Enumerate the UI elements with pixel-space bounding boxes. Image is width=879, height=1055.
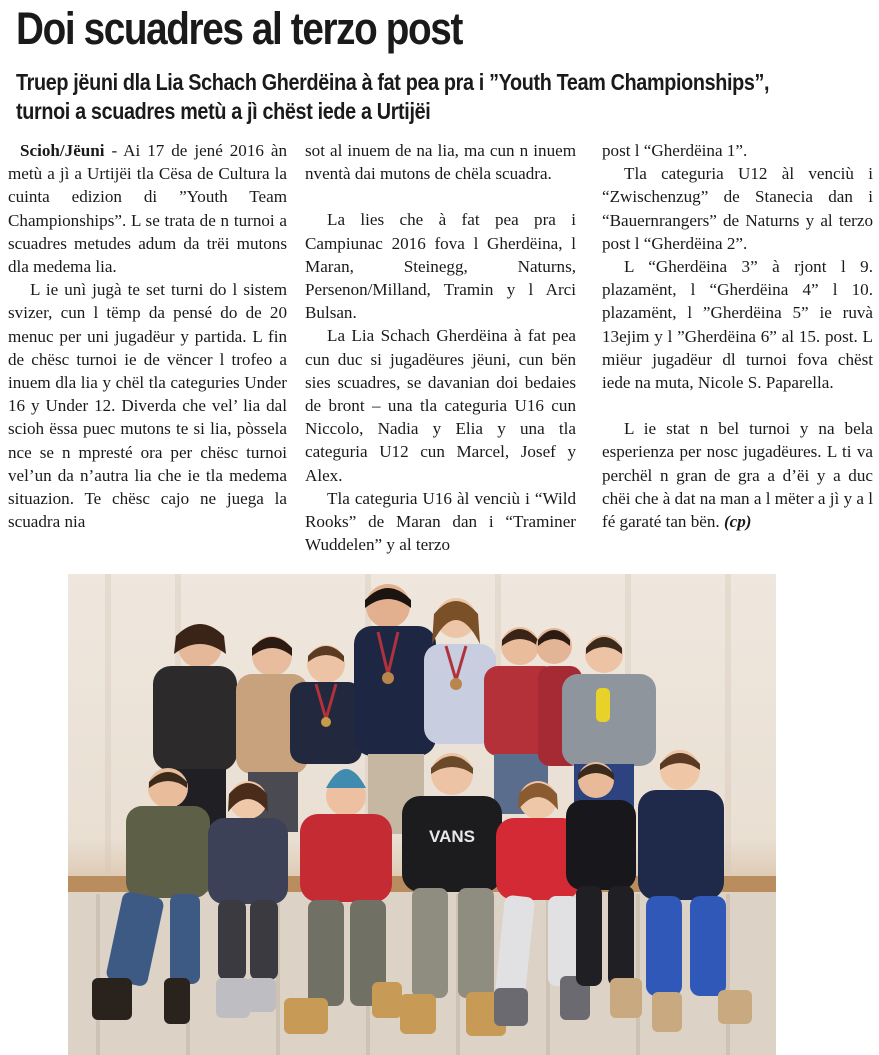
paragraph: La Lia Schach Gherdëina à fat pea cun duc si jugadëures jëuni, cun bën sies scuadres, se davanian doi bedaies de bront – una tla categuria U16 cun Niccolo, Nadia y Elia y una tla categuria U12 cun Marcel, Josef y Alex. — [305, 326, 576, 485]
paragraph: La lies che à fat pea pra i Campiunac 2016 fova l Gherdëina, l Maran, Steinegg, Naturns, Persenon/Milland, Tramin y l Arci Bulsan. — [305, 210, 576, 323]
subheadline-line: Truep jëuni dla Lia Schach Gherdëina à fat pea pra i ”Youth Team Championships”, — [16, 69, 770, 95]
child-figure — [290, 645, 362, 764]
paragraph — [602, 417, 873, 533]
subheadline-line: turnoi a scuadres metù a jì chëst iede a Urtijëi — [16, 98, 431, 124]
article-column-2 — [305, 139, 576, 556]
paragraph: L ie unì jugà te set turni do l sistem svizer, cun l tëmp da pensé do de 20 menuc per uni jugadëur y partida. L fin de chësc turnoi ie de vëncer l trofeo a inuem dla lia y chël tla categuries Under 16 y Under 12. Diverda che vel’ lia dal scioh ëssa puec mutons te si lia, pòssela nce se n mpresté ora per chësc turnoi vel’un da n’autra lia che ie tla medema situazion. Te chësc cajo ne juega la scuadra nia — [8, 280, 287, 532]
author-signature: (cp) — [723, 512, 752, 532]
shirt-logo: VANS — [429, 827, 475, 846]
paragraph-text: L ie stat n bel turnoi y na bela esperienza per nosc jugadëures. L ti va perchël n gran de gra a d’ëi y a duc chëi che à dat na man a l mëter a jì y a l fé garaté tan bën. — [602, 419, 873, 532]
paragraph: Tla categuria U16 àl venciù i “Wild Rooks” de Maran dan i “Traminer Wuddelen” y al terzo — [305, 488, 576, 555]
subheadline — [16, 68, 773, 126]
paragraph: post l “Gherdëina 1”. — [602, 141, 748, 160]
paragraph: Tla categuria U12 àl venciù i “Zwischenzug” de Stanecia dan i “Bauernrangers” de Naturns y al terzo post l “Gherdëina 2”. — [602, 164, 873, 253]
paragraph — [8, 139, 287, 278]
headline: Doi scuadres al terzo post — [16, 3, 462, 54]
article-column-1 — [8, 139, 287, 533]
paragraph: L “Gherdëina 3” à rjont l 9. plazamënt, l “Gherdëina 4” l 10. plazamënt, l ”Gherdëina 5” ie ruvà 13ejim y l ”Gherdëina 6” al 15. post. L miëur jugadëur dl turnoi fova chëst iede na muta, Nicole S. Paparella. — [602, 257, 873, 393]
group-photo — [68, 574, 776, 1055]
group-photo-illustration — [68, 574, 776, 1055]
paragraph-text: - Ai 17 de jené 2016 àn metù a jì a Urtijëi tla Cësa de Cultura la cuinta edizion di ”Youth Team Championships”. L se trata de n turnoi a scuadres metudes adum da trëi mutons dla medema lia. — [8, 141, 287, 277]
paragraph: sot al inuem de na lia, ma cun n inuem nventà dai mutons de chëla scuadra. — [305, 141, 576, 184]
dateline: Scioh/Jëuni — [20, 141, 105, 160]
article-column-3 — [602, 139, 873, 533]
